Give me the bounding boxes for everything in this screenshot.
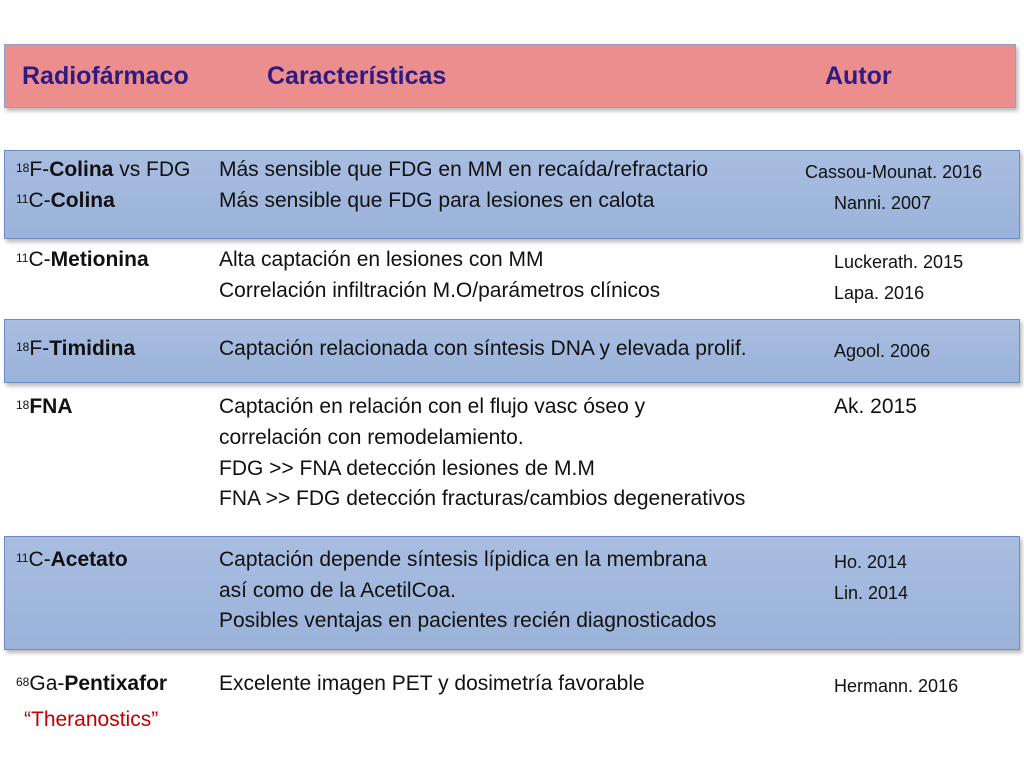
radiopharm-acetato: $^{11}$C-Acetato bbox=[16, 548, 128, 571]
desc-metionina-1: Alta captación en lesiones con MM bbox=[219, 248, 544, 271]
desc-fna-3: FDG >> FNA detección lesiones de M.M bbox=[219, 457, 595, 480]
author-nanni: Nanni. 2007 bbox=[834, 193, 932, 213]
header-autor: Autor bbox=[825, 62, 892, 90]
desc-acetato-3: Posibles ventajas en pacientes recién diagnosticados bbox=[219, 609, 717, 632]
author-hermann: Hermann. 2016 bbox=[834, 676, 959, 696]
desc-metionina-2: Correlación infiltración M.O/parámetros clínicos bbox=[219, 279, 661, 302]
author-lapa: Lapa. 2016 bbox=[834, 283, 925, 303]
author-agool: Agool. 2006 bbox=[834, 341, 931, 361]
desc-colina-fdg: Más sensible que FDG en MM en recaída/refractario bbox=[219, 158, 709, 181]
radiopharm-timidina: $^{18}$F-Timidina bbox=[16, 337, 136, 360]
radiopharm-metionina: $^{11}$C-Metionina bbox=[16, 248, 149, 271]
desc-acetato-1: Captación depende síntesis lípidica en la membrana bbox=[219, 548, 707, 571]
desc-acetato-2: así como de la AcetilCoa. bbox=[219, 579, 456, 602]
desc-fna-4: FNA >> FDG detección fracturas/cambios degenerativos bbox=[219, 487, 746, 510]
author-ak: Ak. 2015 bbox=[834, 395, 917, 418]
author-ho: Ho. 2014 bbox=[834, 552, 908, 572]
header-radiofarmaco: Radiofármaco bbox=[22, 62, 189, 90]
author-lin: Lin. 2014 bbox=[834, 583, 909, 603]
author-cassou: Cassou-Mounat. 2016 bbox=[805, 162, 983, 182]
theranostics-note: “Theranostics” bbox=[24, 708, 159, 731]
desc-fna-2: correlación con remodelamiento. bbox=[219, 426, 524, 449]
radiopharm-pentixafor: $^{68}$Ga-Pentixafor bbox=[16, 672, 168, 695]
header-caracteristicas: Características bbox=[267, 62, 447, 90]
desc-fna-1: Captación en relación con el flujo vasc óseo y bbox=[219, 395, 646, 418]
desc-pentixafor: Excelente imagen PET y dosimetría favorable bbox=[219, 672, 645, 695]
desc-timidina: Captación relacionada con síntesis DNA y elevada prolif. bbox=[219, 337, 747, 360]
desc-colina-c: Más sensible que FDG para lesiones en calota bbox=[219, 189, 655, 212]
author-luckerath: Luckerath. 2015 bbox=[834, 252, 964, 272]
radiopharm-fna: $^{18}$FNA bbox=[16, 395, 73, 418]
radiopharm-colina-fdg: $^{18}$F-Colina vs FDG bbox=[16, 158, 191, 181]
radiopharm-colina-c: $^{11}$C-Colina bbox=[16, 189, 115, 212]
